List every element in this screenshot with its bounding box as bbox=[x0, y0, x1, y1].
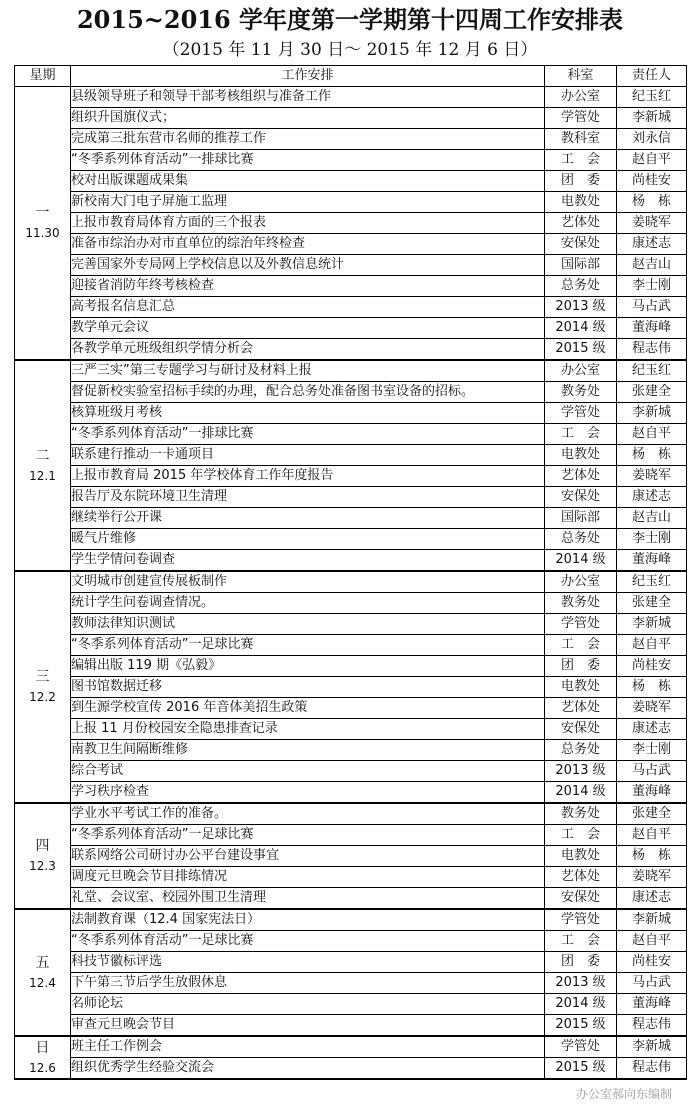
task-cell: 法制教育课（12.4 国家宪法日） bbox=[71, 909, 545, 931]
dept-cell: 艺体处 bbox=[545, 698, 617, 719]
person-cell: 赵自平 bbox=[617, 635, 687, 656]
table-row bbox=[15, 424, 687, 445]
dept-cell: 2013 级 bbox=[545, 973, 617, 994]
table-row bbox=[15, 550, 687, 572]
table-row bbox=[15, 973, 687, 994]
dept-cell: 2014 级 bbox=[545, 782, 617, 804]
task-cell: 名师论坛 bbox=[71, 994, 545, 1015]
weekday-label: 五 bbox=[35, 954, 50, 971]
dept-cell: 电教处 bbox=[545, 445, 617, 466]
table-row bbox=[15, 403, 687, 424]
task-cell: 南教卫生间隔断维修 bbox=[71, 740, 545, 761]
dept-cell: 教务处 bbox=[545, 593, 617, 614]
person-cell: 刘永信 bbox=[617, 129, 687, 150]
dept-cell: 学管处 bbox=[545, 1036, 617, 1058]
task-cell: 下午第三节后学生放假休息 bbox=[71, 973, 545, 994]
person-cell: 马占武 bbox=[617, 761, 687, 782]
person-cell: 董海峰 bbox=[617, 318, 687, 339]
footer-credit: 办公室郝向东编制 bbox=[575, 1087, 672, 1101]
person-cell: 姜晓军 bbox=[617, 466, 687, 487]
person-cell: 马占武 bbox=[617, 973, 687, 994]
dept-cell: 团 委 bbox=[545, 952, 617, 973]
person-cell: 张建全 bbox=[617, 382, 687, 403]
person-cell: 张建全 bbox=[617, 593, 687, 614]
table-row bbox=[15, 382, 687, 403]
task-cell: 新校南大门电子屏施工监理 bbox=[71, 192, 545, 213]
dept-cell: 电教处 bbox=[545, 677, 617, 698]
table-row bbox=[15, 719, 687, 740]
header-task: 工作安排 bbox=[71, 66, 545, 87]
table-row bbox=[15, 1036, 687, 1058]
date-label: 12.4 bbox=[29, 975, 56, 990]
task-cell: 图书馆数据迁移 bbox=[71, 677, 545, 698]
table-row bbox=[15, 108, 687, 129]
table-row bbox=[15, 656, 687, 677]
page-subtitle: （2015 年 11 月 30 日～ 2015 年 12 月 6 日） bbox=[162, 40, 538, 60]
day-cell bbox=[15, 909, 71, 1036]
table-row bbox=[15, 487, 687, 508]
table-row bbox=[15, 297, 687, 318]
page-title: 2015~2016 学年度第一学期第十四周工作安排表 bbox=[76, 5, 624, 34]
date-label: 12.6 bbox=[29, 1060, 56, 1075]
table-row bbox=[15, 171, 687, 192]
table-row bbox=[15, 994, 687, 1015]
person-cell: 李士刚 bbox=[617, 740, 687, 761]
person-cell: 纪玉红 bbox=[617, 87, 687, 108]
dept-cell: 艺体处 bbox=[545, 213, 617, 234]
table-row bbox=[15, 593, 687, 614]
table-row bbox=[15, 698, 687, 719]
day-cell bbox=[15, 87, 71, 361]
weekday-label: 二 bbox=[35, 447, 50, 464]
person-cell: 李新城 bbox=[617, 403, 687, 424]
person-cell: 李新城 bbox=[617, 909, 687, 931]
date-label: 12.3 bbox=[29, 859, 56, 873]
task-cell: 教师法律知识测试 bbox=[71, 614, 545, 635]
dept-cell: 安保处 bbox=[545, 487, 617, 508]
dept-cell: 电教处 bbox=[545, 192, 617, 213]
person-cell: 纪玉红 bbox=[617, 360, 687, 382]
schedule-body bbox=[15, 87, 687, 1080]
person-cell: 杨 栋 bbox=[617, 846, 687, 867]
person-cell: 康述志 bbox=[617, 487, 687, 508]
table-row bbox=[15, 276, 687, 297]
table-row bbox=[15, 740, 687, 761]
dept-cell: 艺体处 bbox=[545, 466, 617, 487]
table-row bbox=[15, 952, 687, 973]
task-cell: 编辑出版 119 期《弘毅》 bbox=[71, 656, 545, 677]
task-cell: “冬季系列体育活动”一足球比赛 bbox=[71, 635, 545, 656]
person-cell: 尚桂安 bbox=[617, 656, 687, 677]
person-cell: 程志伟 bbox=[617, 1015, 687, 1037]
schedule-table bbox=[14, 65, 687, 1080]
task-cell: 上报市教育局体育方面的三个报表 bbox=[71, 213, 545, 234]
header-dept: 科室 bbox=[545, 66, 617, 87]
table-row bbox=[15, 466, 687, 487]
person-cell: 程志伟 bbox=[617, 1058, 687, 1080]
task-cell: 高考报名信息汇总 bbox=[71, 297, 545, 318]
task-cell: 综合考试 bbox=[71, 761, 545, 782]
person-cell: 赵吉山 bbox=[617, 508, 687, 529]
header-row bbox=[15, 66, 687, 87]
task-cell: 教学单元会议 bbox=[71, 318, 545, 339]
dept-cell: 2013 级 bbox=[545, 297, 617, 318]
task-cell: 调度元旦晚会节目排练情况 bbox=[71, 867, 545, 888]
table-row bbox=[15, 909, 687, 931]
person-cell: 尚桂安 bbox=[617, 952, 687, 973]
person-cell: 姜晓军 bbox=[617, 213, 687, 234]
person-cell: 赵自平 bbox=[617, 424, 687, 445]
task-cell: 文明城市创建宣传展板制作 bbox=[71, 571, 545, 593]
dept-cell: 2015 级 bbox=[545, 1015, 617, 1037]
person-cell: 康述志 bbox=[617, 719, 687, 740]
table-row bbox=[15, 677, 687, 698]
table-row bbox=[15, 508, 687, 529]
dept-cell: 工 会 bbox=[545, 424, 617, 445]
person-cell: 杨 栋 bbox=[617, 677, 687, 698]
dept-cell: 办公室 bbox=[545, 360, 617, 382]
table-row bbox=[15, 129, 687, 150]
table-row bbox=[15, 931, 687, 952]
person-cell: 赵自平 bbox=[617, 931, 687, 952]
person-cell: 杨 栋 bbox=[617, 445, 687, 466]
task-cell: 三严三实”第三专题学习与研讨及材料上报 bbox=[71, 360, 545, 382]
task-cell: 校对出版课题成果集 bbox=[71, 171, 545, 192]
dept-cell: 2015 级 bbox=[545, 339, 617, 361]
day-cell bbox=[15, 803, 71, 909]
task-cell: 统计学生问卷调查情况。 bbox=[71, 593, 545, 614]
person-cell: 张建全 bbox=[617, 803, 687, 825]
person-cell: 李新城 bbox=[617, 614, 687, 635]
task-cell: “冬季系列体育活动”一足球比赛 bbox=[71, 825, 545, 846]
table-row bbox=[15, 867, 687, 888]
dept-cell: 教务处 bbox=[545, 803, 617, 825]
task-cell: 核算班级月考核 bbox=[71, 403, 545, 424]
task-cell: 报告厅及东院环境卫生清理 bbox=[71, 487, 545, 508]
person-cell: 杨 栋 bbox=[617, 192, 687, 213]
table-row bbox=[15, 445, 687, 466]
person-cell: 李新城 bbox=[617, 108, 687, 129]
task-cell: 礼堂、会议室、校园外围卫生清理 bbox=[71, 888, 545, 910]
dept-cell: 工 会 bbox=[545, 150, 617, 171]
task-cell: 完善国家外专局网上学校信息以及外教信息统计 bbox=[71, 255, 545, 276]
person-cell: 赵吉山 bbox=[617, 255, 687, 276]
person-cell: 董海峰 bbox=[617, 782, 687, 804]
table-row bbox=[15, 825, 687, 846]
day-cell bbox=[15, 360, 71, 571]
dept-cell: 国际部 bbox=[545, 508, 617, 529]
task-cell: 完成第三批东营市名师的推荐工作 bbox=[71, 129, 545, 150]
dept-cell: 学管处 bbox=[545, 108, 617, 129]
dept-cell: 工 会 bbox=[545, 825, 617, 846]
date-label: 12.2 bbox=[29, 690, 56, 704]
table-row bbox=[15, 782, 687, 804]
table-row bbox=[15, 1015, 687, 1037]
table-row bbox=[15, 255, 687, 276]
dept-cell: 教务处 bbox=[545, 382, 617, 403]
task-cell: 准备市综治办对市直单位的综治年终检查 bbox=[71, 234, 545, 255]
table-row bbox=[15, 1058, 687, 1080]
task-cell: 学业水平考试工作的准备。 bbox=[71, 803, 545, 825]
task-cell: 各教学单元班级组织学情分析会 bbox=[71, 339, 545, 361]
dept-cell: 教科室 bbox=[545, 129, 617, 150]
task-cell: 暖气片维修 bbox=[71, 529, 545, 550]
day-cell bbox=[15, 1036, 71, 1079]
table-row bbox=[15, 529, 687, 550]
dept-cell: 办公室 bbox=[545, 87, 617, 108]
table-row bbox=[15, 318, 687, 339]
person-cell: 李士刚 bbox=[617, 276, 687, 297]
table-row bbox=[15, 761, 687, 782]
table-row bbox=[15, 846, 687, 867]
table-row bbox=[15, 87, 687, 108]
date-label: 12.1 bbox=[29, 468, 56, 483]
dept-cell: 工 会 bbox=[545, 635, 617, 656]
table-row bbox=[15, 339, 687, 361]
dept-cell: 2013 级 bbox=[545, 761, 617, 782]
task-cell: 上报市教育局 2015 年学校体育工作年度报告 bbox=[71, 466, 545, 487]
person-cell: 姜晓军 bbox=[617, 867, 687, 888]
dept-cell: 团 委 bbox=[545, 171, 617, 192]
table-row bbox=[15, 888, 687, 910]
person-cell: 赵自平 bbox=[617, 825, 687, 846]
person-cell: 康述志 bbox=[617, 888, 687, 910]
person-cell: 李士刚 bbox=[617, 529, 687, 550]
dept-cell: 办公室 bbox=[545, 571, 617, 593]
day-cell bbox=[15, 571, 71, 803]
task-cell: 联系网络公司研讨办公平台建设事宜 bbox=[71, 846, 545, 867]
task-cell: 班主任工作例会 bbox=[71, 1036, 545, 1058]
table-row bbox=[15, 614, 687, 635]
dept-cell: 总务处 bbox=[545, 529, 617, 550]
weekday-label: 日 bbox=[35, 1039, 50, 1056]
task-cell: 组织升国旗仪式； bbox=[71, 108, 545, 129]
dept-cell: 安保处 bbox=[545, 234, 617, 255]
person-cell: 李新城 bbox=[617, 1036, 687, 1058]
task-cell: 科技节徽标评选 bbox=[71, 952, 545, 973]
dept-cell: 工 会 bbox=[545, 931, 617, 952]
dept-cell: 学管处 bbox=[545, 403, 617, 424]
person-cell: 董海峰 bbox=[617, 994, 687, 1015]
person-cell: 尚桂安 bbox=[617, 171, 687, 192]
dept-cell: 总务处 bbox=[545, 276, 617, 297]
dept-cell: 2014 级 bbox=[545, 318, 617, 339]
task-cell: 联系建行推动一卡通项目 bbox=[71, 445, 545, 466]
table-row bbox=[15, 635, 687, 656]
person-cell: 纪玉红 bbox=[617, 571, 687, 593]
dept-cell: 总务处 bbox=[545, 740, 617, 761]
date-label: 11.30 bbox=[25, 226, 60, 240]
task-cell: “冬季系列体育活动”一排球比赛 bbox=[71, 424, 545, 445]
table-row bbox=[15, 360, 687, 382]
weekday-label: 一 bbox=[35, 205, 50, 221]
dept-cell: 安保处 bbox=[545, 888, 617, 910]
task-cell: 督促新校实验室招标手续的办理，配合总务处准备图书室设备的招标。 bbox=[71, 382, 545, 403]
person-cell: 程志伟 bbox=[617, 339, 687, 361]
person-cell: 马占武 bbox=[617, 297, 687, 318]
task-cell: 上报 11 月份校园安全隐患排查记录 bbox=[71, 719, 545, 740]
dept-cell: 学管处 bbox=[545, 614, 617, 635]
dept-cell: 学管处 bbox=[545, 909, 617, 931]
dept-cell: 2015 级 bbox=[545, 1058, 617, 1080]
dept-cell: 安保处 bbox=[545, 719, 617, 740]
task-cell: “冬季系列体育活动”一排球比赛 bbox=[71, 150, 545, 171]
table-row bbox=[15, 571, 687, 593]
table-row bbox=[15, 213, 687, 234]
dept-cell: 国际部 bbox=[545, 255, 617, 276]
task-cell: “冬季系列体育活动”一足球比赛 bbox=[71, 931, 545, 952]
task-cell: 组织优秀学生经验交流会 bbox=[71, 1058, 545, 1080]
dept-cell: 电教处 bbox=[545, 846, 617, 867]
task-cell: 到生源学校宣传 2016 年音体美招生政策 bbox=[71, 698, 545, 719]
dept-cell: 2014 级 bbox=[545, 550, 617, 572]
dept-cell: 2014 级 bbox=[545, 994, 617, 1015]
header-day: 星期 bbox=[15, 66, 71, 87]
table-row bbox=[15, 234, 687, 255]
table-row bbox=[15, 150, 687, 171]
weekday-label: 三 bbox=[35, 669, 50, 685]
dept-cell: 团 委 bbox=[545, 656, 617, 677]
header-person: 责任人 bbox=[617, 66, 687, 87]
table-row bbox=[15, 803, 687, 825]
task-cell: 县级领导班子和领导干部考核组织与准备工作 bbox=[71, 87, 545, 108]
weekday-label: 四 bbox=[35, 838, 50, 854]
person-cell: 姜晓军 bbox=[617, 698, 687, 719]
person-cell: 赵自平 bbox=[617, 150, 687, 171]
person-cell: 董海峰 bbox=[617, 550, 687, 572]
person-cell: 康述志 bbox=[617, 234, 687, 255]
dept-cell: 艺体处 bbox=[545, 867, 617, 888]
task-cell: 学生学情问卷调查 bbox=[71, 550, 545, 572]
table-row bbox=[15, 192, 687, 213]
task-cell: 继续举行公开课 bbox=[71, 508, 545, 529]
task-cell: 审查元旦晚会节目 bbox=[71, 1015, 545, 1037]
task-cell: 迎接省消防年终考核检查 bbox=[71, 276, 545, 297]
task-cell: 学习秩序检查 bbox=[71, 782, 545, 804]
